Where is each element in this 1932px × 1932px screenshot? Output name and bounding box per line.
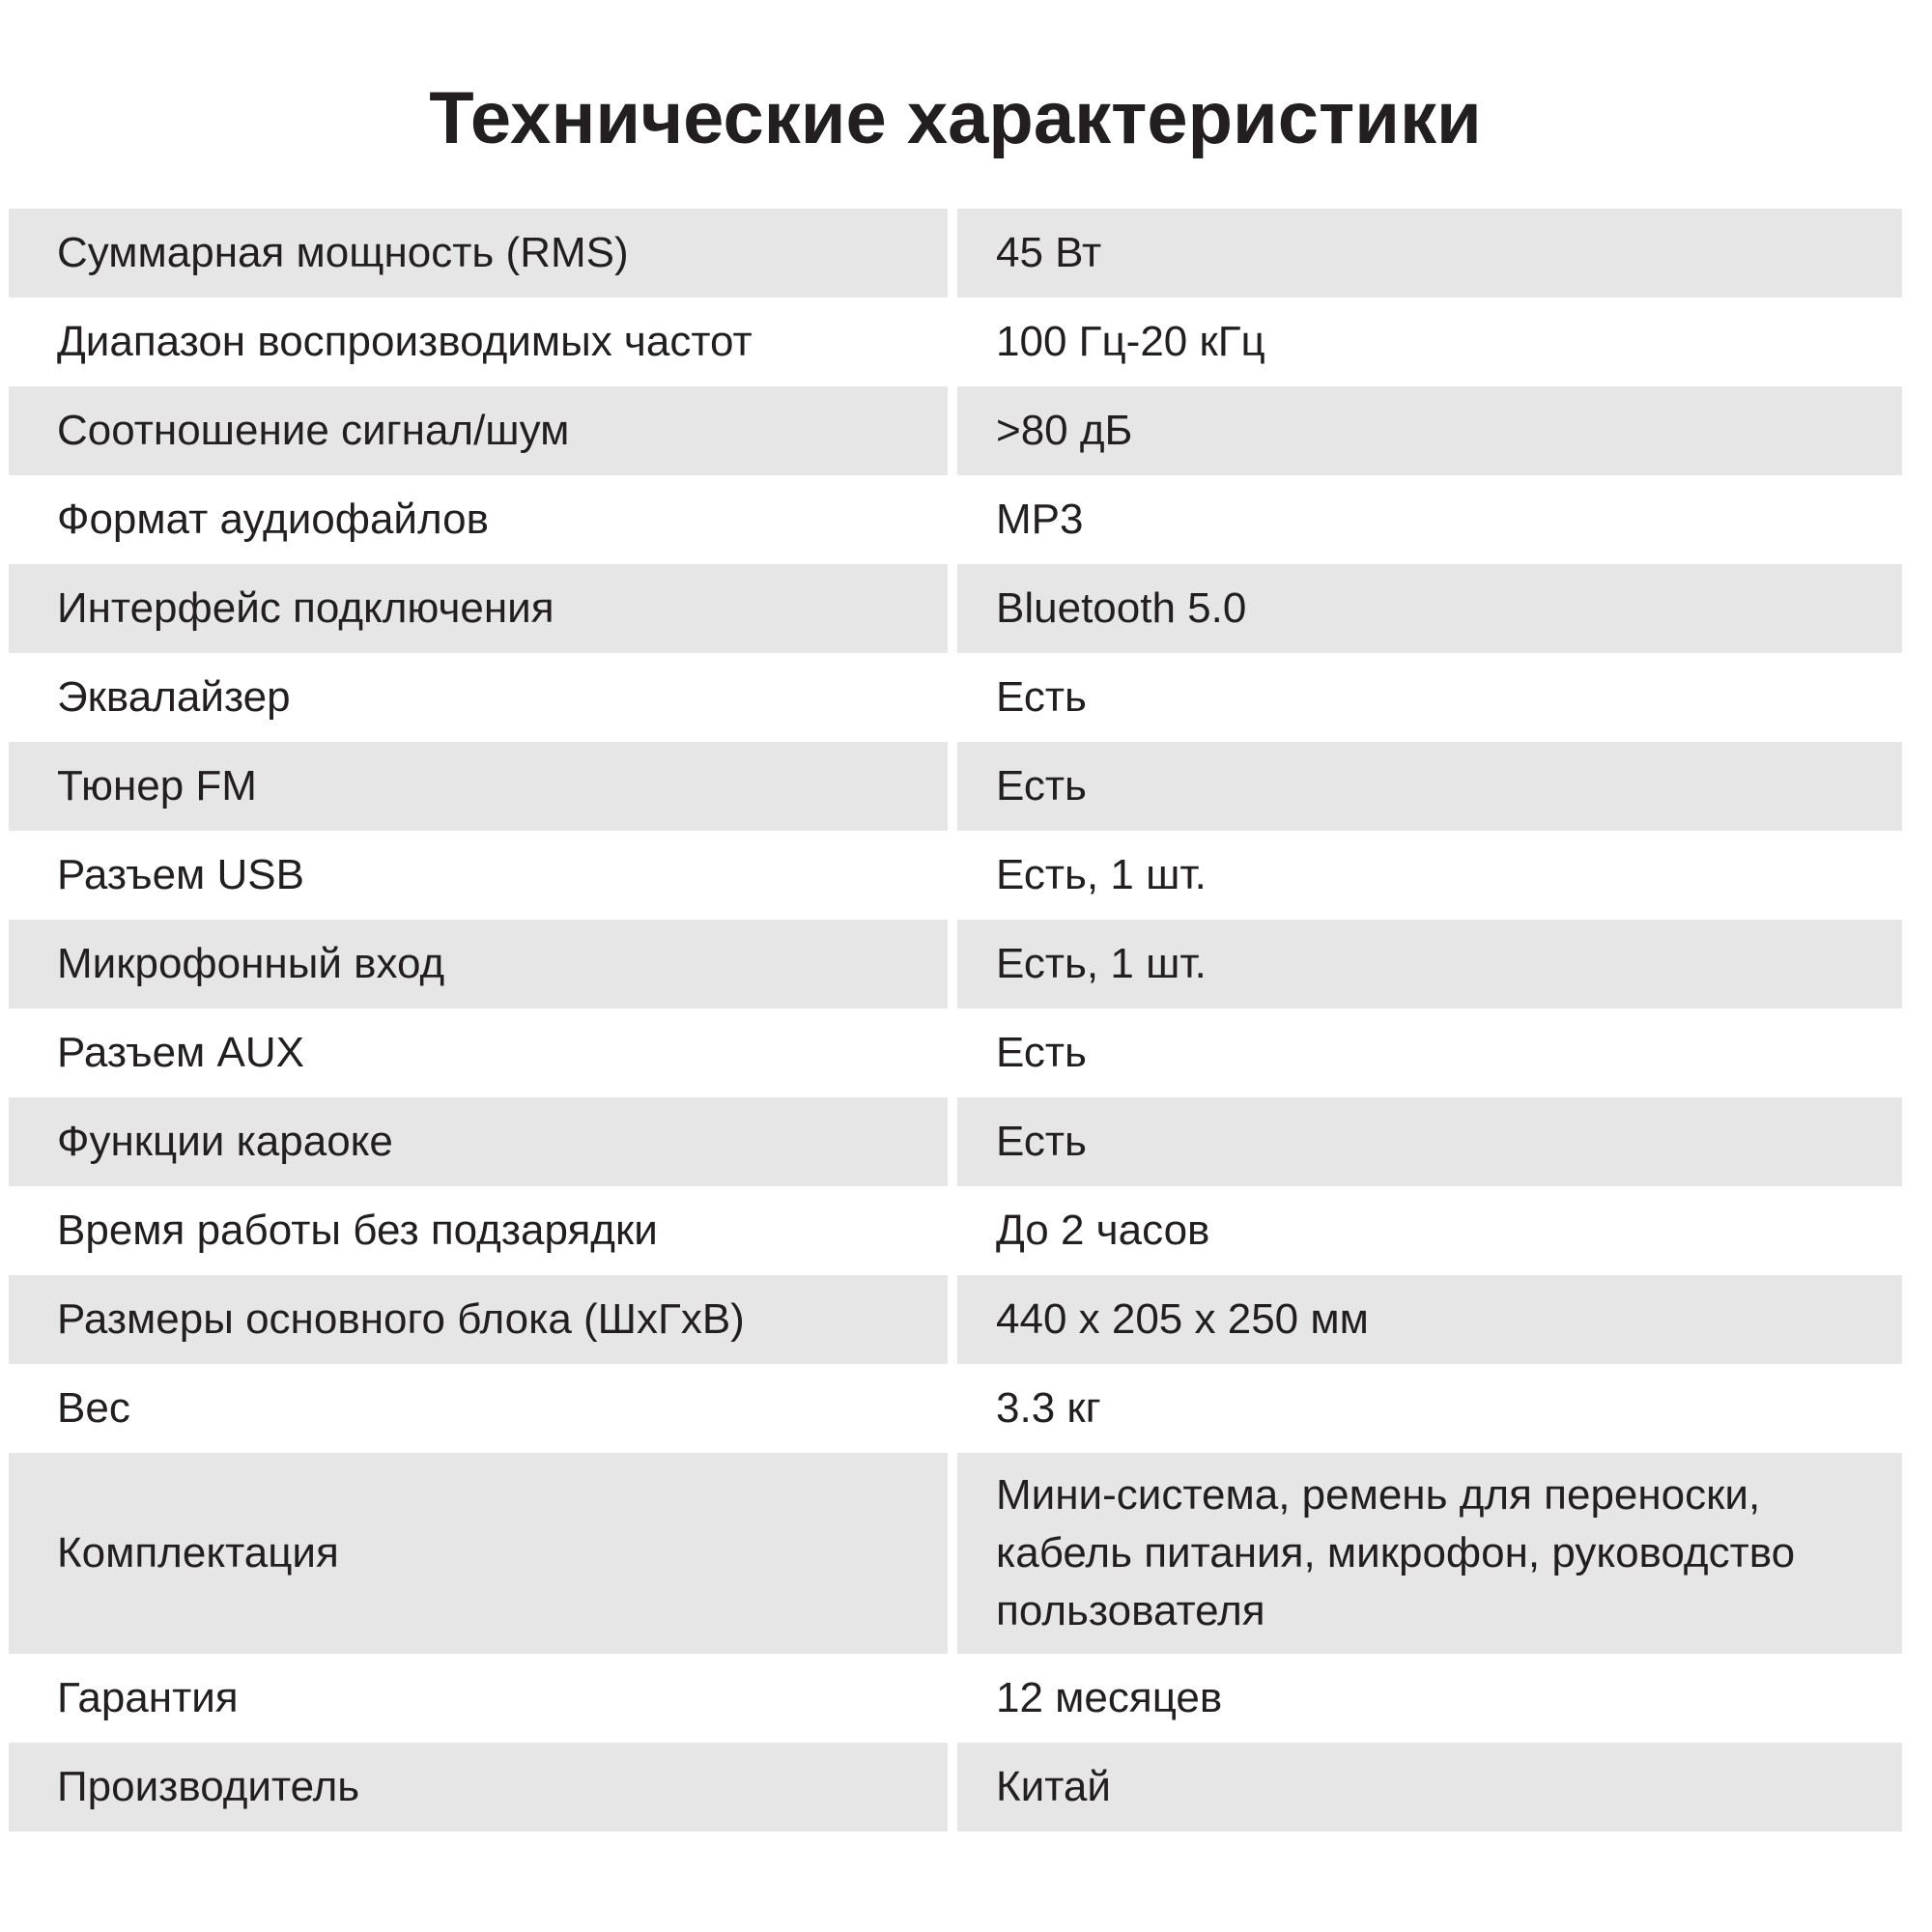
spec-value: Есть, 1 шт. (957, 920, 1902, 1009)
spec-label: Тюнер FM (9, 742, 948, 831)
spec-row (9, 564, 1902, 653)
spec-row (9, 1453, 1902, 1654)
spec-value: До 2 часов (996, 1207, 1210, 1254)
spec-label: Функции караоке (9, 1097, 948, 1186)
spec-value: 3.3 кг (996, 1384, 1101, 1432)
spec-row (9, 1097, 1902, 1186)
spec-row (9, 742, 1902, 831)
spec-row (9, 1654, 1902, 1743)
spec-label: Комплектация (9, 1453, 948, 1654)
spec-label: Вес (57, 1384, 130, 1432)
spec-row (9, 386, 1902, 475)
spec-value: Есть (957, 742, 1902, 831)
spec-label: Формат аудиофайлов (57, 496, 490, 543)
spec-table (9, 209, 1902, 1832)
spec-row (9, 831, 1902, 920)
spec-value: 12 месяцев (996, 1674, 1223, 1721)
spec-value: 100 Гц-20 кГц (996, 318, 1265, 365)
spec-value: Есть, 1 шт. (996, 851, 1207, 898)
spec-row (9, 1743, 1902, 1832)
spec-label: Интерфейс подключения (9, 564, 948, 653)
spec-value: >80 дБ (957, 386, 1902, 475)
spec-label: Разъем USB (57, 851, 304, 898)
spec-label: Диапазон воспроизводимых частот (57, 318, 753, 365)
spec-value: Bluetooth 5.0 (957, 564, 1902, 653)
spec-label: Соотношение сигнал/шум (9, 386, 948, 475)
spec-label: Эквалайзер (57, 673, 291, 721)
spec-row (9, 1009, 1902, 1097)
spec-value: Мини-система, ремень для переноски, кабель питания, микрофон, руководство пользователя (957, 1453, 1902, 1654)
spec-label: Время работы без подзарядки (57, 1207, 658, 1254)
spec-row (9, 475, 1902, 564)
spec-label: Гарантия (57, 1674, 239, 1721)
spec-row (9, 1186, 1902, 1275)
page-title: Технические характеристики (429, 77, 1482, 159)
spec-row (9, 298, 1902, 386)
spec-value: Есть (957, 1097, 1902, 1186)
spec-row (9, 653, 1902, 742)
spec-value: MP3 (996, 496, 1084, 543)
spec-label: Размеры основного блока (ШхГхВ) (9, 1275, 948, 1364)
spec-row (9, 1364, 1902, 1453)
spec-label: Микрофонный вход (9, 920, 948, 1009)
spec-row (9, 920, 1902, 1009)
spec-value: Есть (996, 1029, 1087, 1076)
spec-label: Разъем AUX (57, 1029, 304, 1076)
spec-label: Производитель (9, 1743, 948, 1832)
spec-row (9, 209, 1902, 298)
spec-value: 45 Вт (957, 209, 1902, 298)
spec-value: Китай (957, 1743, 1902, 1832)
spec-value: Есть (996, 673, 1087, 721)
spec-label: Суммарная мощность (RMS) (9, 209, 948, 298)
spec-value: 440 х 205 х 250 мм (957, 1275, 1902, 1364)
spec-row (9, 1275, 1902, 1364)
